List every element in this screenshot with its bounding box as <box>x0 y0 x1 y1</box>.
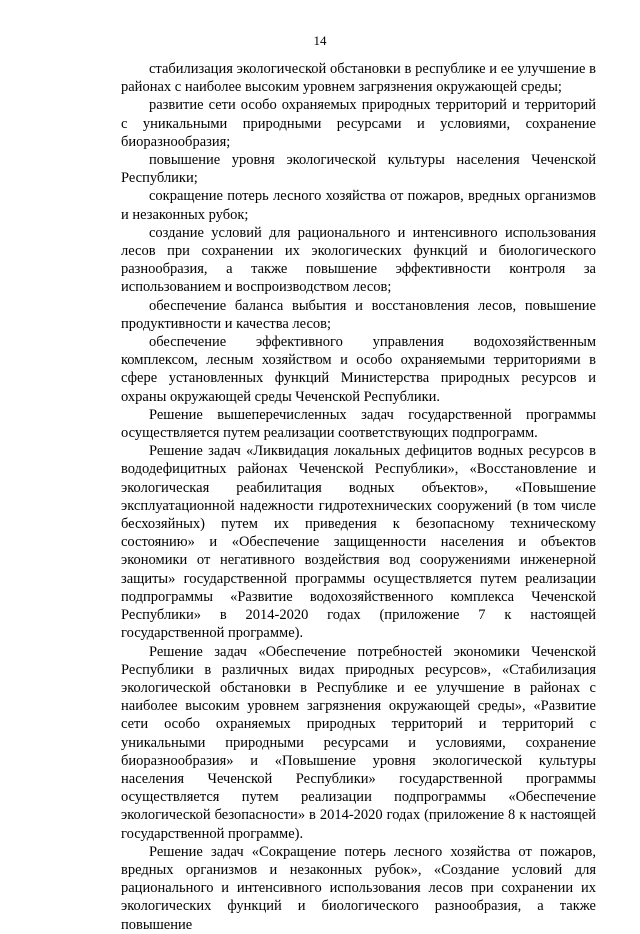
page-number: 14 <box>313 33 327 48</box>
paragraph: стабилизация экологической обстановки в республике и ее улучшение в районах с наиболее высоким уровнем загрязнения окружающей среды; <box>121 61 596 96</box>
paragraph: Решение задач «Ликвидация локальных дефицитов водных ресурсов в вододефицитных районах Чеченской Республики», «Восстановление и экологическая реабилитация водных объектов», «Повышение эксплуатационной надежности гидротехнических сооружений (в том числе бесхозяйных) путем их приведения к безопасному техническому состоянию» и «Обеспечение защищенности населения и объектов экономики от негативного воздействия вод сооружениями инженерной защиты» государственной программы осуществляется путем реализации подпрограммы «Развитие водохозяйственного комплекса Чеченской Республики» в 2014-2020 годах (приложение 7 к настоящей государственной программе). <box>121 443 596 642</box>
paragraph: сокращение потерь лесного хозяйства от пожаров, вредных организмов и незаконных рубок; <box>121 188 596 223</box>
paragraph: Решение вышеперечисленных задач государственной программы осуществляется путем реализации соответствующих подпрограмм. <box>121 406 596 442</box>
paragraph: создание условий для рационального и интенсивного использования лесов при сохранении их экологических функций и биологического разнообразия, а также повышение эффективности контроля за использованием и воспроизводством лесов; <box>121 224 596 296</box>
paragraph: обеспечение баланса выбытия и восстановления лесов, повышение продуктивности и качества лесов; <box>121 297 596 332</box>
paragraph: Решение задач «Обеспечение потребностей экономики Чеченской Республики в различных видах природных ресурсов», «Стабилизация экологической обстановки в Республике и ее улучшение в районах с наиболее высоким уровнем загрязнения окружающей среды», «Развитие сети особо охраняемых природных территорий и территорий с уникальными природными ресурсами и условиями, сохранение биоразнообразия» и «Повышение уровня экологической культуры населения Чеченской Республики» государственной программы осуществляется путем реализации подпрограммы «Обеспечение экологической безопасности» в 2014-2020 годах (приложение 8 к настоящей государственной программе). <box>121 643 596 842</box>
paragraph: обеспечение эффективного управления водохозяйственным комплексом, лесным хозяйством и особо охраняемыми территориями в сфере установленных функций Министерства природных ресурсов и охраны окружающей среды Чеченской Республики. <box>121 334 596 405</box>
paragraph: Решение задач «Сокращение потерь лесного хозяйства от пожаров, вредных организмов и незаконных рубок», «Создание условий для рационального и интенсивного использования лесов при сохранении их экологических функций и биологического разнообразия, а также повышение <box>121 843 596 933</box>
document-body <box>121 60 596 934</box>
paragraph: развитие сети особо охраняемых природных территорий и территорий с уникальными природными ресурсами и условиями, сохранение биоразнообразия; <box>121 97 596 150</box>
paragraph: повышение уровня экологической культуры населения Чеченской Республики; <box>121 152 596 187</box>
